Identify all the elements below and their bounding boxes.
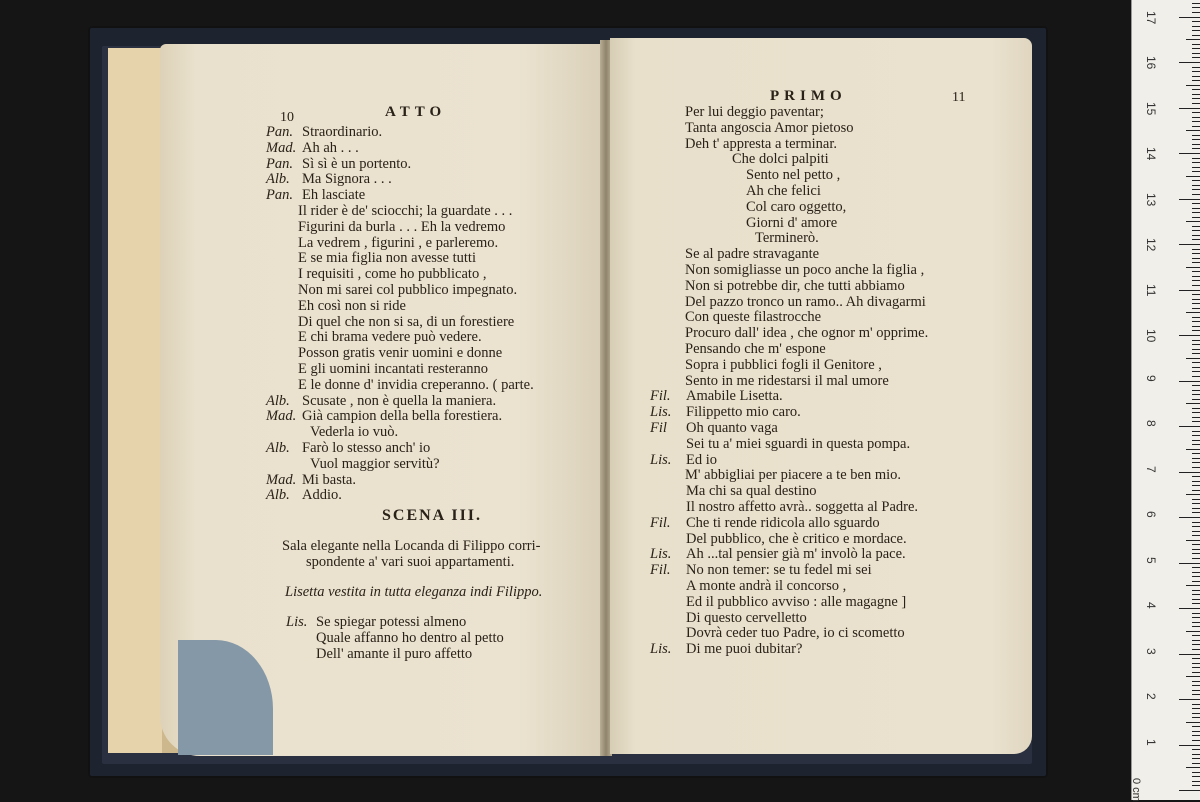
speaker-label: Alb. xyxy=(266,487,290,504)
text-line: E gli uomini incantati resteranno xyxy=(298,361,489,377)
text-line: Figurini da burla . . . Eh la vedremo xyxy=(298,218,506,235)
ruler-tick xyxy=(1192,239,1200,240)
text-line: Di quel che non si sa, di un forestiere xyxy=(298,313,515,330)
text-line: Se al padre stravagante xyxy=(685,246,820,263)
ruler-number: 3 xyxy=(1144,647,1158,655)
text-line: Ah ah . . . xyxy=(302,139,359,156)
ruler-tick xyxy=(1192,613,1200,614)
ruler-tick xyxy=(1186,312,1200,313)
speaker-label: Fil xyxy=(650,420,667,436)
text-line: Se spiegar potessi almeno xyxy=(316,614,467,630)
ruler-number: 6 xyxy=(1144,511,1158,518)
ruler-tick xyxy=(1186,221,1200,222)
ruler-tick xyxy=(1192,371,1200,372)
text-line: Sì sì è un portento. xyxy=(302,155,412,172)
ruler-tick xyxy=(1192,754,1200,755)
ruler-number: 10 xyxy=(1144,329,1158,343)
ruler-tick xyxy=(1192,499,1200,500)
ruler-tick xyxy=(1192,667,1200,668)
ruler-tick xyxy=(1192,558,1200,559)
ruler-tick xyxy=(1192,626,1200,627)
ruler-tick xyxy=(1192,139,1200,140)
ruler-tick xyxy=(1192,303,1200,304)
ruler-tick xyxy=(1186,267,1200,268)
ruler-tick xyxy=(1192,258,1200,259)
ruler-tick xyxy=(1192,681,1200,682)
ruler-tick xyxy=(1192,340,1200,341)
ruler-unit-label: 0 cm xyxy=(1130,778,1142,802)
ruler-tick xyxy=(1192,508,1200,509)
ruler-number: 11 xyxy=(1144,283,1158,296)
speaker-label: Fil. xyxy=(650,388,671,405)
ruler-tick xyxy=(1186,130,1200,131)
speaker-label: Pan. xyxy=(266,187,293,204)
text-line: E le donne d' invidia creperanno. ( parte. xyxy=(298,376,534,393)
ruler-tick xyxy=(1192,121,1200,122)
speaker-label: Lis. xyxy=(650,546,672,563)
ruler-tick xyxy=(1186,540,1200,541)
ruler-tick xyxy=(1192,71,1200,72)
ruler-tick xyxy=(1186,403,1200,404)
text-line: Ah ...tal pensier già m' involò la pace. xyxy=(686,546,906,563)
page-number-left: 10 xyxy=(280,110,294,125)
ruler-tick xyxy=(1192,544,1200,545)
ruler-number: 16 xyxy=(1144,56,1158,70)
text-line: A monte andrà il concorso , xyxy=(686,578,847,594)
ruler-tick xyxy=(1192,763,1200,764)
text-line: Quale affanno ho dentro al petto xyxy=(316,630,504,646)
ruler-tick xyxy=(1192,271,1200,272)
text-line: Non mi sarei col pubblico impegnato. xyxy=(298,282,518,298)
text-line: Posson gratis venir uomini e donne xyxy=(298,345,503,362)
ruler-tick xyxy=(1192,663,1200,664)
ruler-tick xyxy=(1192,726,1200,727)
ruler-tick xyxy=(1192,144,1200,145)
ruler-number: 1 xyxy=(1144,738,1158,746)
text-line: Deh t' appresta a terminar. xyxy=(685,135,837,152)
text-line: Di me puoi dubitar? xyxy=(686,641,803,658)
ruler-tick xyxy=(1192,194,1200,195)
ruler-tick xyxy=(1192,772,1200,773)
ruler-tick xyxy=(1192,349,1200,350)
text-line: Non somigliasse un poco anche la figlia , xyxy=(685,262,925,278)
ruler-number: 14 xyxy=(1144,147,1158,161)
ruler-tick xyxy=(1192,385,1200,386)
ruler-tick xyxy=(1192,53,1200,54)
ruler-tick xyxy=(1192,522,1200,523)
ruler-tick xyxy=(1192,321,1200,322)
ruler-tick xyxy=(1192,344,1200,345)
ruler-tick xyxy=(1179,381,1200,382)
ruler-tick xyxy=(1179,244,1200,245)
ruler-tick xyxy=(1186,449,1200,450)
ruler-tick xyxy=(1192,294,1200,295)
ruler-tick xyxy=(1192,353,1200,354)
text-line: Col caro oggetto, xyxy=(746,198,847,215)
ruler-tick xyxy=(1192,48,1200,49)
ruler-tick xyxy=(1192,644,1200,645)
ruler-tick xyxy=(1192,462,1200,463)
ruler-tick xyxy=(1192,262,1200,263)
ruler-tick xyxy=(1186,767,1200,768)
ruler-tick xyxy=(1192,512,1200,513)
speaker-label: Alb. xyxy=(266,392,290,409)
ruler-tick xyxy=(1192,203,1200,204)
speaker-label: Lis. xyxy=(650,641,672,658)
ruler-tick xyxy=(1192,3,1200,4)
ruler-number: 5 xyxy=(1144,556,1158,564)
text-line: Mi basta. xyxy=(302,471,356,488)
ruler-tick xyxy=(1192,704,1200,705)
ruler-tick xyxy=(1192,117,1200,118)
ruler-tick xyxy=(1192,417,1200,418)
text-line: E chi brama vedere può vedere. xyxy=(298,329,482,346)
ruler-tick xyxy=(1192,567,1200,568)
ruler-tick xyxy=(1192,367,1200,368)
ruler-tick xyxy=(1179,290,1200,291)
ruler-tick xyxy=(1192,308,1200,309)
ruler-tick xyxy=(1192,230,1200,231)
ruler-tick xyxy=(1192,781,1200,782)
ruler-tick xyxy=(1192,299,1200,300)
ruler-tick xyxy=(1192,185,1200,186)
ruler-tick xyxy=(1186,585,1200,586)
ruler-tick xyxy=(1192,485,1200,486)
text-line: Eh così non si ride xyxy=(298,297,406,314)
ruler-tick xyxy=(1192,535,1200,536)
ruler-tick xyxy=(1179,108,1200,109)
text-line: Oh quanto vaga xyxy=(686,420,778,436)
text-line: Ed il pubblico avviso : alle magagne ] xyxy=(686,593,907,610)
ruler-tick xyxy=(1192,217,1200,218)
text-line: Ma chi sa qual destino xyxy=(686,483,817,500)
text-line: Del pubblico, che è critico e mordace. xyxy=(686,530,907,547)
text-line: Sento nel petto , xyxy=(746,167,841,184)
scene-setting-line-1: Sala elegante nella Locanda di Filippo corri- xyxy=(282,538,541,554)
ruler-tick xyxy=(1186,39,1200,40)
text-line: Il rider è de' sciocchi; la guardate . . . xyxy=(298,203,513,219)
ruler-tick xyxy=(1179,790,1200,791)
ruler-tick xyxy=(1179,608,1200,609)
ruler-tick xyxy=(1192,253,1200,254)
ruler-tick xyxy=(1179,17,1200,18)
text-line: Dell' amante il puro affetto xyxy=(316,646,473,662)
ruler-tick xyxy=(1192,622,1200,623)
speaker-label: Mad. xyxy=(266,139,297,156)
ruler-tick xyxy=(1192,458,1200,459)
ruler-tick xyxy=(1192,412,1200,413)
ruler-tick xyxy=(1192,717,1200,718)
text-line: Dovrà ceder tuo Padre, io ci scometto xyxy=(686,625,905,642)
scene-title: SCENA III. xyxy=(382,507,483,524)
ruler-tick xyxy=(1192,453,1200,454)
ruler-tick xyxy=(1192,148,1200,149)
ruler-tick xyxy=(1192,112,1200,113)
ruler-tick xyxy=(1192,21,1200,22)
text-line: Giorni d' amore xyxy=(746,214,838,231)
text-line: Con queste filastrocche xyxy=(685,309,822,326)
ruler-tick xyxy=(1192,758,1200,759)
ruler-tick xyxy=(1192,162,1200,163)
ruler-tick xyxy=(1192,7,1200,8)
text-line: Procuro dall' idea , che ognor m' opprime. xyxy=(685,325,929,342)
ruler-tick xyxy=(1192,572,1200,573)
text-line: Non si potrebbe dir, che tutti abbiamo xyxy=(685,277,905,294)
ruler-number: 15 xyxy=(1144,101,1158,115)
ruler-tick xyxy=(1192,503,1200,504)
ruler-tick xyxy=(1192,649,1200,650)
ruler-tick xyxy=(1192,476,1200,477)
text-line: Eh lasciate xyxy=(302,187,366,204)
ruler-tick xyxy=(1192,89,1200,90)
ruler-tick xyxy=(1192,581,1200,582)
text-line: E se mia figlia non avesse tutti xyxy=(298,250,476,267)
text-line: Vuol maggior servitù? xyxy=(310,455,440,472)
ruler-tick xyxy=(1192,435,1200,436)
text-line: Del pazzo tronco un ramo.. Ah divagarmi xyxy=(685,293,926,310)
ruler-tick xyxy=(1192,30,1200,31)
ruler-tick xyxy=(1192,708,1200,709)
ruler-tick xyxy=(1192,67,1200,68)
ruler-tick xyxy=(1179,335,1200,336)
ruler-tick xyxy=(1179,199,1200,200)
ruler-number: 13 xyxy=(1144,192,1158,206)
ruler-tick xyxy=(1192,531,1200,532)
ruler-tick xyxy=(1192,399,1200,400)
ruler-tick xyxy=(1192,167,1200,168)
ruler-tick xyxy=(1192,735,1200,736)
speaker-label: Pan. xyxy=(266,124,293,140)
text-line: Scusate , non è quella la maniera. xyxy=(302,392,497,409)
speaker-label: Lis. xyxy=(286,614,308,630)
ruler-tick xyxy=(1192,362,1200,363)
text-line: Amabile Lisetta. xyxy=(686,388,783,405)
ruler-tick xyxy=(1192,408,1200,409)
text-line: Ma Signora . . . xyxy=(302,171,392,188)
ruler-tick xyxy=(1192,394,1200,395)
running-head-right: PRIMO xyxy=(770,88,847,104)
stage-direction: Lisetta vestita in tutta eleganza indi Filippo. xyxy=(285,584,543,600)
ruler-tick xyxy=(1179,426,1200,427)
text-line: La vedrem , figurini , e parleremo. xyxy=(298,234,499,251)
ruler-tick xyxy=(1192,685,1200,686)
text-line: I requisiti , come ho pubblicato , xyxy=(298,266,487,283)
ruler-tick xyxy=(1192,249,1200,250)
ruler-tick xyxy=(1192,576,1200,577)
ruler-tick xyxy=(1192,317,1200,318)
ruler-tick xyxy=(1192,672,1200,673)
ruler-tick xyxy=(1192,785,1200,786)
ruler-tick xyxy=(1192,694,1200,695)
ruler-tick xyxy=(1192,180,1200,181)
text-line: Sopra i pubblici fogli il Genitore , xyxy=(685,356,882,373)
ruler-tick xyxy=(1192,135,1200,136)
speaker-label: Mad. xyxy=(266,408,297,425)
ruler-tick xyxy=(1186,676,1200,677)
text-line: M' abbigliai per piacere a te ben mio. xyxy=(685,467,901,484)
ruler-tick xyxy=(1192,526,1200,527)
measurement-ruler xyxy=(1131,0,1200,800)
ruler-tick xyxy=(1192,326,1200,327)
ruler-tick xyxy=(1179,745,1200,746)
speaker-label: Pan. xyxy=(266,155,293,172)
text-line: Terminerò. xyxy=(755,230,819,247)
ruler-tick xyxy=(1192,208,1200,209)
ruler-number: 4 xyxy=(1144,602,1158,609)
ruler-tick xyxy=(1179,563,1200,564)
ruler-tick xyxy=(1192,44,1200,45)
ruler-tick xyxy=(1192,330,1200,331)
text-line: Ah che felici xyxy=(746,183,821,199)
page-number-right: 11 xyxy=(952,90,966,105)
ruler-tick xyxy=(1179,654,1200,655)
ruler-number: 8 xyxy=(1144,420,1158,427)
speaker-label: Lis. xyxy=(650,451,672,468)
ruler-tick xyxy=(1179,699,1200,700)
ruler-tick xyxy=(1192,617,1200,618)
ruler-number: 9 xyxy=(1144,374,1158,382)
ruler-tick xyxy=(1192,776,1200,777)
ruler-tick xyxy=(1192,599,1200,600)
text-line: Di questo cervelletto xyxy=(686,609,807,626)
text-line: Che dolci palpiti xyxy=(732,151,829,168)
text-line: Sei tu a' miei sguardi in questa pompa. xyxy=(686,435,911,452)
text-line: Pensando che m' espone xyxy=(685,341,826,357)
ruler-tick xyxy=(1192,731,1200,732)
ruler-tick xyxy=(1186,722,1200,723)
ruler-tick xyxy=(1192,80,1200,81)
speaker-label: Alb. xyxy=(266,171,290,188)
speaker-label: Fil. xyxy=(650,562,671,579)
ruler-number: 12 xyxy=(1144,238,1158,252)
speaker-label: Alb. xyxy=(266,440,290,456)
ruler-tick xyxy=(1179,62,1200,63)
ruler-tick xyxy=(1192,594,1200,595)
ruler-number: 17 xyxy=(1144,10,1158,24)
text-line: Straordinario. xyxy=(302,124,383,140)
ruler-tick xyxy=(1186,85,1200,86)
ruler-tick xyxy=(1192,158,1200,159)
text-line: Sento in me ridestarsi il mal umore xyxy=(685,372,889,389)
ruler-number: 7 xyxy=(1144,465,1158,473)
text-line: Vederla io vuò. xyxy=(310,424,399,441)
ruler-tick xyxy=(1192,390,1200,391)
ruler-tick xyxy=(1192,376,1200,377)
ruler-tick xyxy=(1192,749,1200,750)
ruler-tick xyxy=(1192,276,1200,277)
ruler-tick xyxy=(1192,467,1200,468)
right-page xyxy=(610,38,1032,754)
speaker-label: Mad. xyxy=(266,471,297,488)
ruler-tick xyxy=(1192,490,1200,491)
speaker-label: Fil. xyxy=(650,514,671,531)
ruler-tick xyxy=(1192,549,1200,550)
ruler-tick xyxy=(1192,26,1200,27)
ruler-tick xyxy=(1192,740,1200,741)
ruler-tick xyxy=(1179,517,1200,518)
ruler-tick xyxy=(1192,76,1200,77)
ruler-tick xyxy=(1186,176,1200,177)
ruler-tick xyxy=(1186,494,1200,495)
text-line: Farò lo stesso anch' io xyxy=(302,440,431,456)
ruler-tick xyxy=(1192,103,1200,104)
ruler-tick xyxy=(1192,189,1200,190)
ruler-tick xyxy=(1192,126,1200,127)
running-head-left: ATTO xyxy=(385,104,447,120)
ruler-tick xyxy=(1192,171,1200,172)
ruler-tick xyxy=(1192,603,1200,604)
ruler-tick xyxy=(1192,713,1200,714)
ruler-tick xyxy=(1192,690,1200,691)
ruler-tick xyxy=(1192,57,1200,58)
ruler-tick xyxy=(1192,12,1200,13)
ruler-tick xyxy=(1192,235,1200,236)
ruler-tick xyxy=(1179,472,1200,473)
ruler-tick xyxy=(1192,35,1200,36)
ruler-tick xyxy=(1192,590,1200,591)
text-line: Per lui deggio paventar; xyxy=(685,104,824,120)
ruler-tick xyxy=(1192,444,1200,445)
text-line: Che ti rende ridicola allo sguardo xyxy=(686,514,880,531)
ruler-tick xyxy=(1192,421,1200,422)
ruler-tick xyxy=(1192,440,1200,441)
text-line: Filippetto mio caro. xyxy=(686,404,801,421)
ruler-tick xyxy=(1192,640,1200,641)
ruler-tick xyxy=(1192,94,1200,95)
ruler-tick xyxy=(1186,358,1200,359)
ruler-tick xyxy=(1192,635,1200,636)
ruler-tick xyxy=(1179,153,1200,154)
text-line: No non temer: se tu fedel mi sei xyxy=(686,562,872,579)
text-line: Addio. xyxy=(302,487,342,504)
ruler-tick xyxy=(1192,280,1200,281)
ruler-tick xyxy=(1186,631,1200,632)
ruler-tick xyxy=(1192,481,1200,482)
text-line: Tanta angoscia Amor pietoso xyxy=(685,119,854,136)
ruler-tick xyxy=(1192,431,1200,432)
ruler-number: 2 xyxy=(1144,693,1158,700)
ruler-tick xyxy=(1192,553,1200,554)
ruler-tick xyxy=(1192,285,1200,286)
ruler-tick xyxy=(1192,658,1200,659)
speaker-label: Lis. xyxy=(650,404,672,421)
ruler-tick xyxy=(1192,212,1200,213)
text-line: Ed io xyxy=(686,451,718,468)
text-line: Il nostro affetto avrà.. soggetta al Padre. xyxy=(686,499,919,515)
ruler-tick xyxy=(1192,98,1200,99)
text-line: Già campion della bella forestiera. xyxy=(302,408,503,425)
scene-setting-line-2: spondente a' vari suoi appartamenti. xyxy=(306,554,515,570)
ruler-tick xyxy=(1192,226,1200,227)
